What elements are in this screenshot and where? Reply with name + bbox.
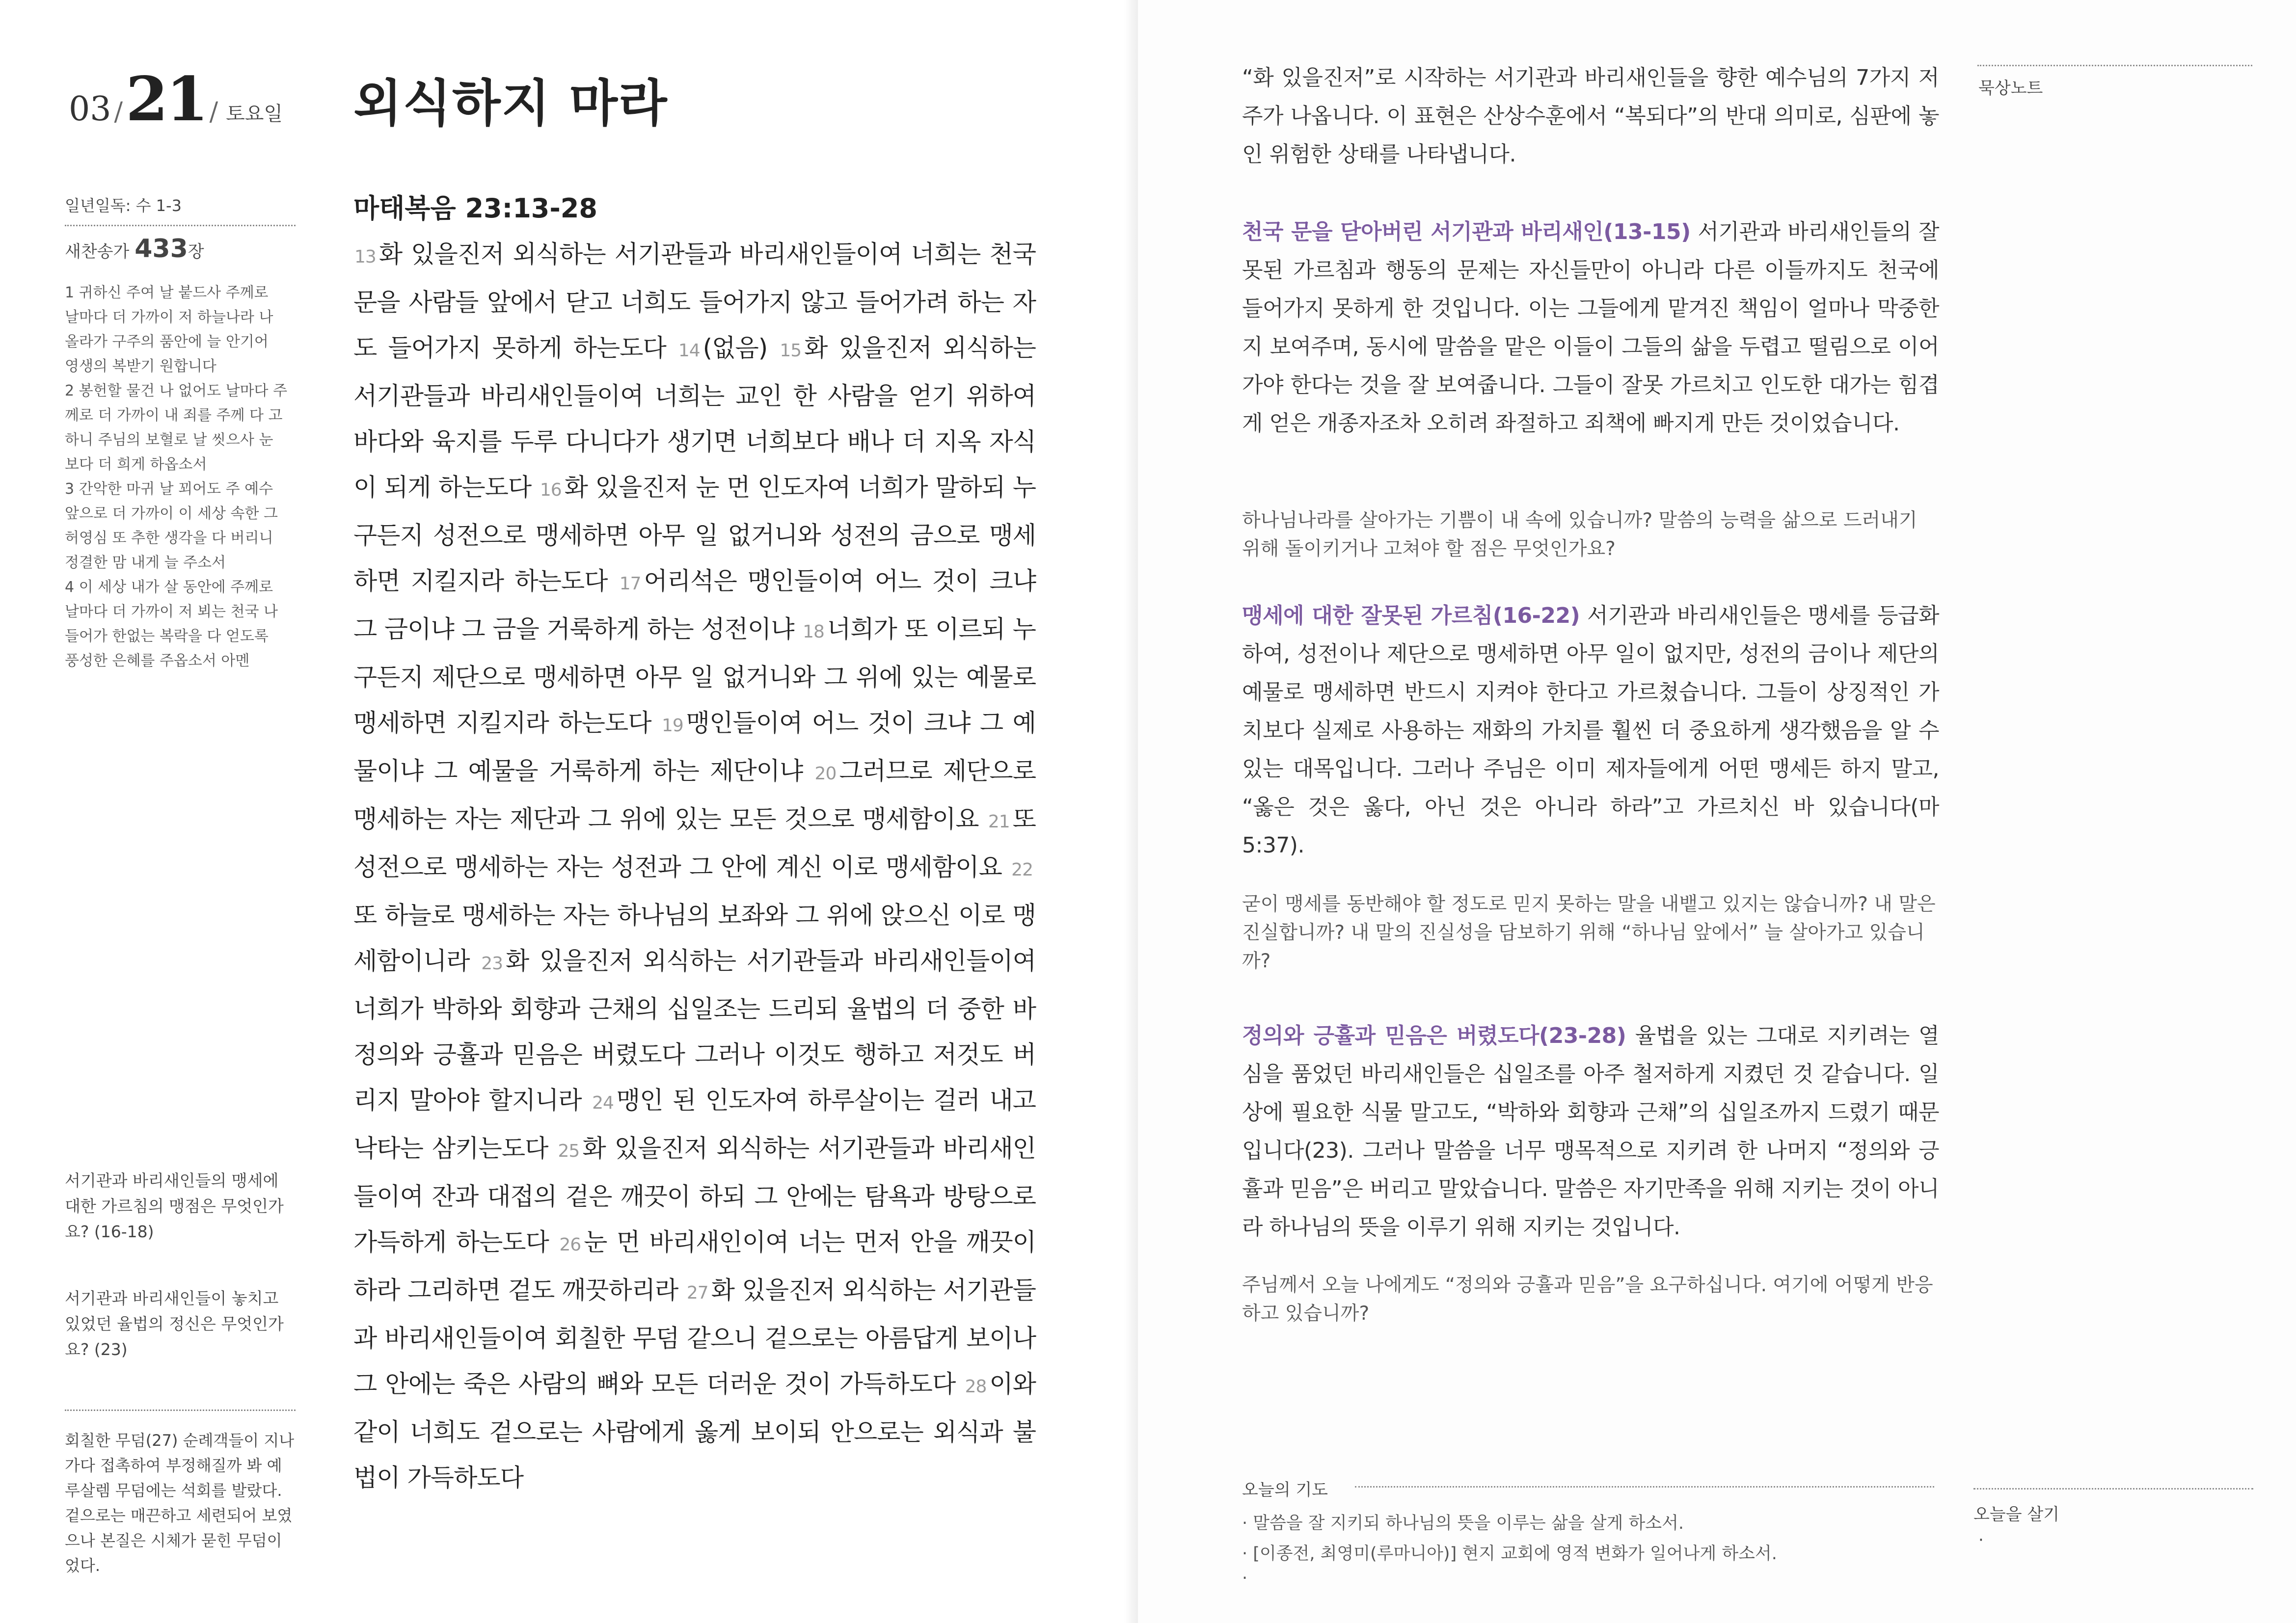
verse-number: 28 bbox=[965, 1377, 987, 1397]
verse-text: 이와 같이 너희도 겉으로는 사람에게 옳게 보이되 안으로는 외식과 불법이 가득하도다 bbox=[353, 1370, 1036, 1492]
prayer-item-2: · [이종전, 최영미(루마니아)] 현지 교회에 영적 변화가 일어나게 하소서. bbox=[1242, 1544, 1777, 1564]
section-2-title: 맹세에 대한 잘못된 가르침(16-22) bbox=[1242, 603, 1580, 628]
divider bbox=[65, 225, 296, 226]
verse-text: 맹인 된 인도자여 하루살이는 걸러 내고 낙타는 삼키는도다 bbox=[353, 1086, 1036, 1163]
scripture-reference: 마태복음 23:13-28 bbox=[353, 193, 597, 224]
verse-text: 화 있을진저 눈 먼 인도자여 너희가 말하되 누구든지 성전으로 맹세하면 아무 일 없거니와 성전의 금으로 맹세하면 지킬지라 하는도다 bbox=[353, 473, 1036, 595]
prayer-item-3: · bbox=[1242, 1569, 1248, 1588]
sidebar-note: 회칠한 무덤(27) 순례객들이 지나가다 접촉하여 부정해질까 봐 예루살렘 무덤에는 석회를 발랐다. 겉으로는 매끈하고 세련되어 보였으나 본질은 시체가 묻힌 무덤이었다. bbox=[65, 1431, 295, 1575]
section-2 bbox=[1242, 597, 1939, 865]
verse-text: 그러므로 제단으로 맹세하는 자는 제단과 그 위에 있는 모든 것으로 맹세함이요 bbox=[353, 757, 1036, 833]
verse-number: 27 bbox=[686, 1283, 708, 1303]
verse-number: 23 bbox=[481, 954, 503, 974]
verse-text: 화 있을진저 외식하는 서기관들과 바리새인들이여 너희는 교인 한 사람을 얻기 위하여 바다와 육지를 두루 다니다가 생기면 너희보다 배나 더 지옥 자식이 되게 하는도다 bbox=[353, 334, 1036, 502]
date-separator: / bbox=[209, 97, 218, 127]
meditation-note-label: 묵상노트 bbox=[1978, 79, 2043, 98]
section-3-body: 율법을 있는 그대로 지키려는 열심을 품었던 바리새인들은 십일조를 아주 철저하게 지켰던 것 같습니다. 일상에 필요한 식물 말고도, “박하와 회향과 근채”의 십일조까지 드렸기 때문입니다(23). 그러나 말씀을 너무 맹목적으로 지키려 한 나머지 “정의와 긍휼과 믿음”은 버리고 말았습니다. 말씀은 자기만족을 위해 지키는 것이 아니라 하나님의 뜻을 이루기 위해 지키는 것입니다. bbox=[1242, 1023, 1940, 1240]
verse-number: 13 bbox=[354, 247, 376, 267]
verse-number: 15 bbox=[780, 341, 802, 361]
sidebar-question-1: 서기관과 바리새인들의 맹세에 대한 가르침의 맹점은 무엇인가요? (16-18) bbox=[65, 1171, 284, 1241]
scripture-text bbox=[353, 232, 1036, 1501]
prayer-label: 오늘의 기도 bbox=[1242, 1480, 1328, 1500]
verse-text: 또 하늘로 맹세하는 자는 하나님의 보좌와 그 위에 앉으신 이로 맹세함이니라 bbox=[353, 901, 1036, 975]
verse-text: 화 있을진저 외식하는 서기관들과 바리새인들이여 회칠한 무덤 같으니 겉으로는 아름답게 보이나 그 안에는 죽은 사람의 뼈와 모든 더러운 것이 가득하도다 bbox=[353, 1276, 1036, 1398]
verse-text: 어리석은 맹인들이여 어느 것이 크냐 그 금이냐 그 금을 거룩하게 하는 성전이냐 bbox=[353, 567, 1036, 643]
hymn-suffix: 장 bbox=[188, 242, 204, 262]
verse-number: 20 bbox=[814, 764, 837, 784]
divider bbox=[1973, 1488, 2253, 1490]
section-1-body: 서기관과 바리새인들의 잘못된 가르침과 행동의 문제는 자신들만이 아니라 다른 이들까지도 천국에 들어가지 못하게 한 것입니다. 이는 그들에게 맡겨진 책임이 얼마나 막중한지 보여주며, 동시에 말씀을 맡은 이들이 그들의 삶을 두렵고 떨림으로 이어가야 한다는 것을 잘 보여줍니다. 그들이 잘못 가르치고 인도한 대가는 힘겹게 얻은 개종자조차 오히려 좌절하고 죄책에 빠지게 만든 것이었습니다. bbox=[1242, 219, 1939, 436]
date-header bbox=[69, 64, 283, 135]
date-separator: / bbox=[114, 97, 123, 127]
hymn-lyrics: 1 귀하신 주여 날 붙드사 주께로 날마다 더 가까이 저 하늘나라 나 올라가 구주의 품안에 늘 안기어 영생의 복받기 원합니다 2 봉헌할 물건 나 없어도 날마다 주 께로 더 가까이 내 죄를 주께 다 고 하니 주님의 보혈로 날 씻으사 눈 보다 더 희게 하옵소서 3 간악한 마귀 날 꾀어도 주 예수 앞으로 더 가까이 이 세상 속한 그 허영심 또 추한 생각을 다 버리니 정결한 맘 내게 늘 주소서 4 이 세상 내가 살 동안에 주께로 날마다 더 가까이 저 뵈는 천국 나 들어가 한없는 복락을 다 얻도록 풍성한 은혜를 주옵소서 아멘 bbox=[65, 284, 288, 669]
verse-number: 22 bbox=[1011, 860, 1033, 880]
section-3-title: 정의와 긍휼과 믿음은 버렸도다(23-28) bbox=[1242, 1023, 1626, 1048]
meditation-intro: “화 있을진저”로 시작하는 서기관과 바리새인들을 향한 예수님의 7가지 저주가 나옵니다. 이 표현은 산상수훈에서 “복되다”의 반대 의미로, 심판에 놓인 위험한 상태를 나타냅니다. bbox=[1242, 65, 1939, 167]
date-month: 03 bbox=[69, 90, 111, 129]
hymn-label bbox=[65, 236, 296, 265]
sidebar-question-2: 서기관과 바리새인들이 놓치고 있었던 율법의 정신은 무엇인가요? (23) bbox=[65, 1289, 284, 1359]
page-title: 외식하지 마라 bbox=[353, 75, 668, 133]
verse-number: 21 bbox=[988, 812, 1010, 832]
section-1-title: 천국 문을 닫아버린 서기관과 바리새인(13-15) bbox=[1242, 219, 1691, 244]
verse-text: 맹인들이여 어느 것이 크냐 그 예물이냐 그 예물을 거룩하게 하는 제단이냐 bbox=[353, 709, 1036, 785]
divider bbox=[1355, 1486, 1934, 1488]
verse-number: 26 bbox=[559, 1235, 581, 1255]
verse-number: 17 bbox=[619, 574, 641, 594]
section-2-question: 굳이 맹세를 동반해야 할 정도로 믿지 못하는 말을 내뱉고 있지는 않습니까? 내 말은 진실합니까? 내 말의 진실성을 담보하기 위해 “하나님 앞에서” 늘 살아가고 있습니까? bbox=[1242, 893, 1936, 972]
verse-text: 화 있을진저 외식하는 서기관들과 바리새인들이여 잔과 대접의 겉은 깨끗이 하되 그 안에는 탐욕과 방탕으로 가득하게 하는도다 bbox=[353, 1134, 1036, 1256]
living-label: 오늘을 살기 bbox=[1973, 1505, 2060, 1524]
divider bbox=[65, 1410, 296, 1411]
section-2-body: 서기관과 바리새인들은 맹세를 등급화하여, 성전이나 제단으로 맹세하면 아무 일이 없지만, 성전의 금이나 제단의 예물로 맹세하면 반드시 지켜야 한다고 가르쳤습니다. 그들이 상징적인 가치보다 실제로 사용하는 재화의 가치를 훨씬 더 중요하게 생각했음을 알 수 있는 대목입니다. 그러나 주님은 이미 제자들에게 어떤 맹세든 하지 말고, “옳은 것은 옳다, 아닌 것은 아니라 하라”고 가르치신 바 있습니다(마 5:37). bbox=[1242, 603, 1939, 858]
verse-number: 16 bbox=[540, 480, 562, 500]
verse-number: 19 bbox=[661, 716, 683, 736]
date-weekday: 토요일 bbox=[226, 103, 283, 125]
verse-text: (없음) bbox=[702, 334, 768, 362]
left-page bbox=[0, 0, 1138, 1623]
section-3-question: 주님께서 오늘 나에게도 “정의와 긍휼과 믿음”을 요구하십니다. 여기에 어떻게 반응하고 있습니까? bbox=[1242, 1274, 1933, 1325]
verse-number: 14 bbox=[678, 341, 700, 361]
verse-text: 화 있을진저 외식하는 서기관들과 바리새인들이여 너희는 천국 문을 사람들 앞에서 닫고 너희도 들어가지 않고 들어가려 하는 자도 들어가지 못하게 하는도다 bbox=[353, 240, 1036, 362]
verse-text: 눈 먼 바리새인이여 너는 먼저 안을 깨끗이 하라 그리하면 겉도 깨끗하리라 bbox=[353, 1228, 1036, 1304]
divider bbox=[1977, 65, 2252, 66]
section-1-question: 하나님나라를 살아가는 기쁨이 내 속에 있습니까? 말씀의 능력을 삶으로 드러내기 위해 돌이키거나 고쳐야 할 점은 무엇인가요? bbox=[1242, 509, 1918, 560]
prayer-item-1: · 말씀을 잘 지키되 하나님의 뜻을 이루는 삶을 살게 하소서. bbox=[1242, 1514, 1684, 1533]
hymn-number: 433 bbox=[135, 234, 188, 264]
date-day: 21 bbox=[126, 64, 207, 135]
verse-text: 너희가 또 이르되 누구든지 제단으로 맹세하면 아무 일 없거니와 그 위에 있는 예물로 맹세하면 지킬지라 하는도다 bbox=[353, 615, 1036, 737]
daily-reading: 일년일독: 수 1-3 bbox=[65, 196, 182, 215]
verse-number: 24 bbox=[592, 1093, 614, 1113]
section-3 bbox=[1242, 1017, 1939, 1247]
section-1 bbox=[1242, 213, 1939, 443]
living-bullet: · bbox=[1978, 1530, 1984, 1550]
hymn-prefix: 새찬송가 bbox=[65, 242, 130, 262]
verse-text: 화 있을진저 외식하는 서기관들과 바리새인들이여 너희가 박하와 회향과 근채의 십일조는 드리되 율법의 더 중한 바 정의와 긍휼과 믿음은 버렸도다 그러나 이것도 행하고 저것도 버리지 말아야 할지니라 bbox=[353, 947, 1036, 1115]
verse-text: 또 성전으로 맹세하는 자는 성전과 그 안에 계신 이로 맹세함이요 bbox=[353, 805, 1036, 881]
verse-number: 25 bbox=[558, 1141, 580, 1161]
verse-number: 18 bbox=[803, 622, 824, 642]
